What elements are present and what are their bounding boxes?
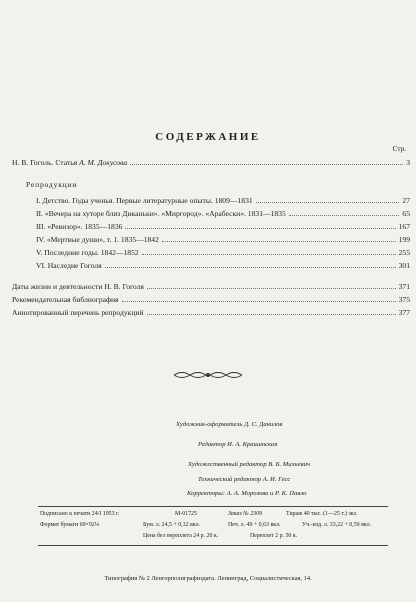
imprint-binding-price: Переплет 2 р. 50 к.	[250, 533, 298, 539]
imprint-price: Цена без переплета 24 р. 20 к.	[143, 533, 219, 539]
imprint-rule-top	[38, 506, 388, 507]
toc-item-text: II. «Вечера на хуторе близ Диканьки». «Миргород». «Арабески». 1831—1835	[36, 209, 286, 218]
imprint-code: М-01725	[175, 511, 197, 517]
toc-intro-author: А. М. Докусова	[79, 158, 128, 167]
toc-page-number: 375	[398, 295, 410, 304]
toc-extra-item	[12, 282, 410, 291]
toc-page-number: 371	[398, 282, 410, 291]
page-column-label: Стр.	[392, 145, 406, 153]
section-label: Репродукции	[26, 180, 78, 189]
toc-page-number: 199	[398, 235, 410, 244]
toc-item-text: V. Последние годы. 1842—1852	[36, 248, 139, 257]
dot-leader	[105, 267, 396, 268]
imprint-print-run: Тираж 40 тыс. (1—25 т.) экз.	[286, 511, 358, 517]
dot-leader	[125, 228, 395, 229]
imprint-paper-sheets: Бум. л. 24,5 + 0,32 вкл.	[143, 522, 201, 528]
credit-proofreaders: Корректоры: А. А. Морозова и Р. К. Павло	[187, 490, 307, 497]
toc-extra-item	[12, 295, 410, 304]
toc-item-text: IV. «Мертвые души», т. 1. 1835—1842	[36, 235, 159, 244]
dot-leader	[289, 215, 400, 216]
toc-page-number: 65	[402, 209, 410, 218]
credit-editor: Редактор И. А. Крашинская	[198, 441, 278, 448]
imprint-printed-sheets: Печ. л. 49 + 0,63 вкл.	[228, 522, 281, 528]
toc-item-text: III. «Ревизор». 1835—1836	[36, 222, 123, 231]
toc-page-number: 377	[398, 308, 410, 317]
ornament-divider-icon	[172, 369, 244, 381]
dot-leader	[162, 241, 396, 242]
dot-leader	[256, 202, 400, 203]
dot-leader	[147, 288, 396, 289]
toc-item-text: VI. Наследие Гоголя	[36, 261, 102, 270]
toc-item-text: Даты жизни и деятельности Н. В. Гоголя	[12, 282, 144, 291]
toc-item	[36, 235, 410, 244]
imprint-edition-sheets: Уч.-изд. л. 33,22 + 0,59 вкл.	[302, 522, 372, 528]
toc-item	[36, 209, 410, 218]
toc-item	[36, 248, 410, 257]
credit-designer: Художник-оформитель Д. С. Данилов	[176, 421, 283, 428]
imprint-format: Формат бумаги 60×92⅛	[40, 522, 100, 528]
credit-tech-editor: Технический редактор А. И. Гесс	[198, 476, 291, 483]
page-title: СОДЕРЖАНИЕ	[155, 131, 261, 143]
toc-page-number: 255	[398, 248, 410, 257]
imprint-order: Заказ № 2309	[228, 511, 262, 517]
dot-leader	[130, 164, 403, 165]
dot-leader	[122, 301, 396, 302]
dot-leader	[147, 314, 396, 315]
toc-item-text: Аннотированный перечень репродукций	[12, 308, 144, 317]
imprint-signed: Подписано к печати 24/I 1953 г.	[40, 511, 120, 517]
credit-art-editor: Художественный редактор В. Б. Михневич	[188, 461, 311, 468]
toc-page-number: 301	[398, 261, 410, 270]
toc-item	[36, 222, 410, 231]
toc-extra-item	[12, 308, 410, 317]
toc-page-number: 3	[406, 158, 410, 167]
toc-item	[36, 261, 410, 270]
toc-page-number: 27	[402, 196, 410, 205]
printing-house: Типография № 2 Ленгорполиграфиздата. Ленинград, Социалистическая, 14.	[104, 575, 312, 582]
toc-item-text: I. Детство. Годы ученья. Первые литературные опыты. 1809—1831	[36, 196, 253, 205]
toc-intro-row	[12, 158, 410, 167]
imprint-rule-bottom	[38, 545, 388, 546]
toc-page-number: 167	[398, 222, 410, 231]
toc-item	[36, 196, 410, 205]
dot-leader	[142, 254, 396, 255]
toc-intro-text: Н. В. Гоголь. Статья	[12, 158, 78, 167]
toc-item-text: Рекомендательная библиография	[12, 295, 119, 304]
